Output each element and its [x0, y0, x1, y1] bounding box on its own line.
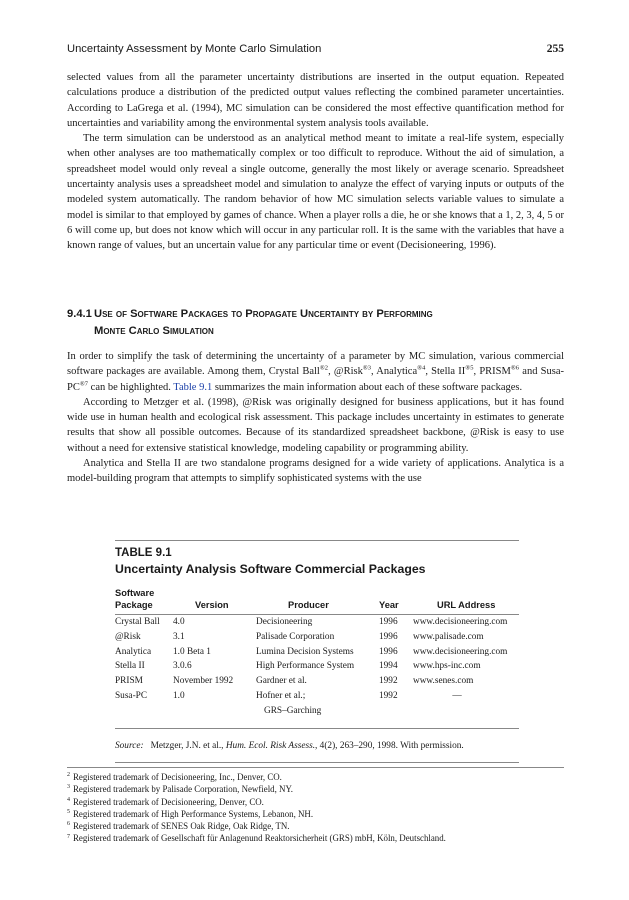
cell-producer: Lumina Decision Systems: [256, 646, 354, 657]
footnote: [67, 832, 564, 844]
cell-producer: Palisade Corporation: [256, 631, 335, 642]
footnote-text: Registered trademark of High Performance Systems, Lebanon, NH.: [73, 808, 314, 819]
section-heading: [67, 306, 564, 340]
paragraph: [67, 349, 564, 395]
text-run: and Susa-PC: [67, 366, 564, 393]
footnote-mark: 7: [67, 833, 70, 840]
paragraph: The term simulation can be understood as an analytical method meant to imitate a real-life system, especially when other analyses are too mathematically complex or too difficult to reproduce. Without the aid of simulation, a spreadsheet model would only reveal a single outcome, generally the most likely or average scenario. Spreadsheet uncertainty analysis uses a spreadsheet model and simulation to analyze the effect of varying inputs or outputs of the modeled system automatically. The random behavior of how MC simulation selects variable values to simulate a model is similar to that employed by games of chance. When a player rolls a die, he or she knows that a 1, 2, 3, 4, 5 or 6 will come up, but does not know which will occur in any particular roll. It is the same with the variables that have a known range of values, but an uncertain value for any particular time or event (Decisioneering, 1996).: [67, 133, 564, 252]
table-row: [115, 689, 519, 704]
cell-url[interactable]: www.decisioneering.com: [413, 617, 508, 627]
footnote-ref[interactable]: ®7: [79, 380, 89, 388]
footnote-rule: [67, 767, 564, 768]
footnote-ref[interactable]: ®4: [417, 364, 426, 372]
table-rule: [115, 762, 519, 763]
table-header: [115, 586, 519, 612]
cell-year: 1994: [379, 661, 398, 672]
cell-package: Susa-PC: [115, 690, 148, 701]
header-version: Version: [195, 600, 229, 610]
cell-url[interactable]: www.senes.com: [413, 676, 474, 687]
cell-version: 1.0: [173, 690, 185, 701]
footnote-ref[interactable]: ®2: [319, 364, 329, 372]
footnote-text: Registered trademark of SENES Oak Ridge, Oak Ridge, TN.: [73, 821, 290, 832]
text-run: , Analytica: [371, 366, 418, 378]
footnote-ref[interactable]: ®6: [510, 364, 520, 372]
section-title-line-1: Use of Software Packages to Propagate Uncertainty by Performing: [94, 308, 433, 320]
table-row: [115, 615, 519, 630]
footnote-mark: 3: [67, 784, 70, 791]
cell-url[interactable]: www.hps-inc.com: [413, 661, 481, 672]
cell-url[interactable]: www.decisioneering.com: [413, 646, 508, 657]
footnote: [67, 808, 564, 820]
cell-producer: Hofner et al.;: [256, 690, 306, 701]
body-block-2: [67, 349, 564, 487]
footnote-text: Registered trademark of Decisioneering, Inc., Denver, CO.: [73, 772, 282, 782]
running-head: [67, 43, 564, 55]
section-number: 9.4.1: [67, 308, 92, 320]
table-source: [115, 741, 519, 751]
footnote-mark: 5: [67, 808, 70, 815]
cell-producer: Gardner et al.: [256, 676, 307, 687]
cell-version: 1.0 Beta 1: [173, 646, 211, 657]
cell-year: 1992: [379, 676, 398, 687]
cell-producer-cont: GRS–Garching: [264, 705, 322, 716]
cell-year: 1996: [379, 646, 398, 657]
table-row: [115, 645, 519, 660]
footnote-text: Registered trademark of Gesellschaft für Anlagenund Reaktorsicherheit (GRS) mbH, Köln, Deutschland.: [73, 833, 446, 844]
table-rule: [115, 728, 519, 729]
footnote-ref[interactable]: ®3: [362, 364, 372, 372]
cell-version: 3.1: [173, 631, 185, 642]
text-run: In order to simplify the task of determining the uncertainty of a parameter by MC simulation, various commercial software packages are available. Among them, Crystal Ball: [67, 351, 564, 378]
cell-package: Analytica: [115, 646, 152, 657]
cell-year: 1996: [379, 617, 398, 627]
table-row: [115, 659, 519, 674]
cell-year: 1996: [379, 631, 398, 642]
header-package: Package: [115, 600, 153, 610]
header-url: URL Address: [437, 600, 496, 610]
text-run: can be highlighted.: [88, 381, 174, 393]
cell-version: 3.0.6: [173, 661, 192, 672]
cell-version: November 1992: [173, 676, 234, 687]
source-text: Metzger, J.N. et al.,: [150, 740, 226, 751]
paragraph: Analytica and Stella II are two standalone programs designed for a wide variety of applications. Analytica is a model-building program that attempts to simplify sophisticated systems with the use: [67, 458, 564, 485]
page-number: 255: [546, 43, 564, 55]
footnote: [67, 771, 564, 783]
cell-package: Crystal Ball: [115, 617, 160, 627]
footnotes: [67, 771, 564, 845]
cell-version: 4.0: [173, 617, 185, 627]
text-run: , @Risk: [328, 366, 363, 378]
footnote-text: Registered trademark by Palisade Corporation, Newfield, NY.: [73, 784, 293, 795]
table-row: [115, 630, 519, 645]
source-journal: Hum. Ecol. Risk Assess.: [225, 740, 316, 751]
cell-year: 1992: [379, 690, 398, 701]
paragraph: According to Metzger et al. (1998), @Risk was originally designed for business applications, but it has found wide use in human health and ecological risk assessment. This package includes uncertainty in estimates to generate results that show all possible outcomes. Because of its standardized spreadsheet backbone, @Risk is easy to use without a need for extensive statistical knowledge, modeling capability or programming ability.: [67, 396, 564, 454]
body-block-1: [67, 70, 564, 254]
footnote-mark: 6: [67, 821, 70, 828]
cell-package: PRISM: [115, 676, 143, 687]
source-text: , 4(2), 263–290, 1998. With permission.: [315, 740, 464, 751]
footnote: [67, 796, 564, 808]
footnote-mark: 4: [67, 796, 70, 803]
footnote-ref[interactable]: ®5: [465, 364, 474, 372]
cell-package: Stella II: [115, 661, 145, 672]
cell-producer: High Performance System: [256, 661, 355, 672]
header-producer: Producer: [288, 600, 329, 610]
cell-url: —: [452, 690, 462, 701]
text-run: , Stella II: [425, 366, 466, 378]
header-year: Year: [379, 600, 399, 610]
running-head-title: Uncertainty Assessment by Monte Carlo Simulation: [67, 43, 322, 55]
paragraph: selected values from all the parameter uncertainty distributions are inserted in the output equation. Repeated calculations produce a distribution of the predicted output values reflecting the combined parameter uncertainties. According to LaGrega et al. (1994), MC simulation can be considered the most effective quantification method for uncertainties and variability among the environmental system analysis tools available.: [67, 72, 564, 129]
cell-producer: Decisioneering: [256, 617, 313, 627]
table-row-continuation: [115, 704, 519, 718]
table-row: [115, 674, 519, 689]
text-run: , PRISM: [473, 366, 511, 378]
table-label: TABLE 9.1: [115, 547, 172, 559]
table-9-1: [115, 540, 519, 763]
cell-url[interactable]: www.palisade.com: [413, 631, 484, 642]
footnote: [67, 820, 564, 832]
footnote: [67, 783, 564, 795]
footnote-text: Registered trademark of Decisioneering, Denver, CO.: [73, 796, 264, 807]
source-label: Source:: [115, 740, 144, 751]
table-title: Uncertainty Analysis Software Commercial Packages: [115, 562, 426, 576]
table-reference-link[interactable]: Table 9.1: [173, 381, 213, 393]
header-package-pre: Software: [115, 588, 155, 598]
table-rule: [115, 540, 519, 541]
section-title-line-2: Monte Carlo Simulation: [94, 325, 214, 337]
footnote-mark: 2: [67, 772, 70, 779]
text-run: summarizes the main information about each of these software packages.: [212, 381, 523, 393]
cell-package: @Risk: [115, 631, 141, 642]
